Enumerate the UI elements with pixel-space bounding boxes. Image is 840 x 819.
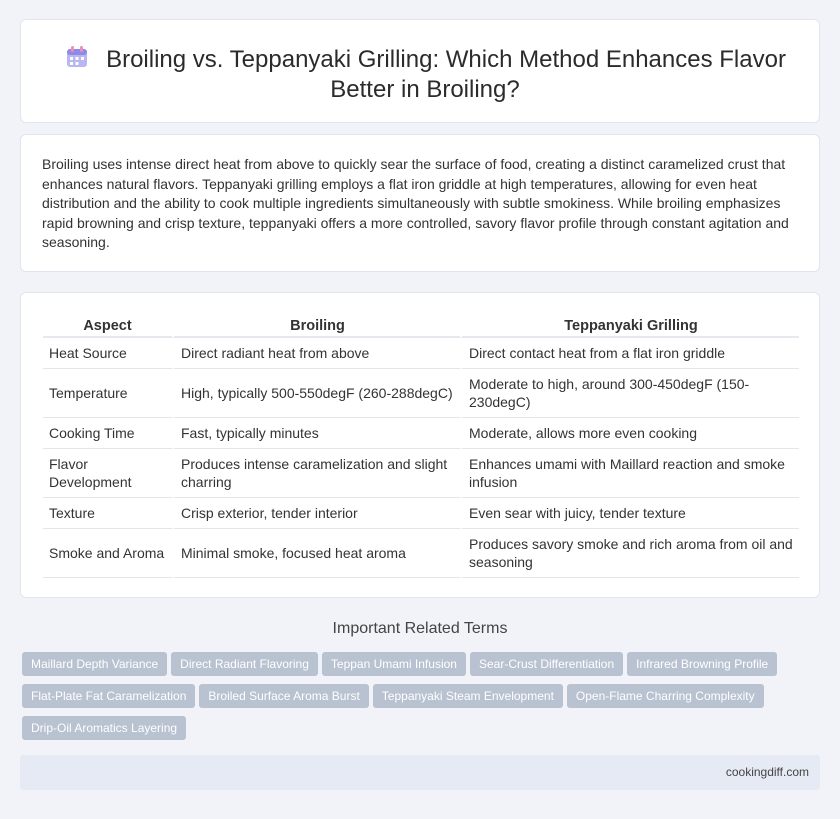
- teppanyaki-cell: Produces savory smoke and rich aroma from oil and seasoning: [460, 529, 799, 578]
- aspect-cell: Texture: [43, 498, 172, 529]
- broiling-cell: Direct radiant heat from above: [172, 338, 460, 369]
- header-aspect: Aspect: [43, 315, 172, 338]
- broiling-cell: Minimal smoke, focused heat aroma: [172, 529, 460, 578]
- table-header-row: [43, 315, 799, 338]
- intro-paragraph: Broiling uses intense direct heat from above to quickly sear the surface of food, creating a distinct caramelized crust that enhances natural flavors. Teppanyaki grilling employs a flat iron griddle at high temperatures, allowing for even heat distribution and the ability to cook multiple ingredients simultaneously with subtle smokiness. While broiling emphasizes rapid browning and crisp texture, teppanyaki offers a more controlled, savory flavor profile through constant agitation and seasoning.: [42, 156, 789, 251]
- teppanyaki-cell: Direct contact heat from a flat iron griddle: [460, 338, 799, 369]
- aspect-cell: Cooking Time: [43, 418, 172, 449]
- comparison-card: [20, 292, 820, 598]
- term-tag[interactable]: Flat-Plate Fat Caramelization: [22, 684, 195, 708]
- teppanyaki-cell: Even sear with juicy, tender texture: [460, 498, 799, 529]
- table-row: [43, 498, 799, 529]
- aspect-cell: Temperature: [43, 369, 172, 418]
- table-row: [43, 449, 799, 498]
- title-text: Broiling vs. Teppanyaki Grilling: Which Method Enhances Flavor Better in Broiling?: [106, 46, 786, 103]
- related-terms-title: Important Related Terms: [332, 620, 508, 637]
- table-row: [43, 418, 799, 449]
- term-tag[interactable]: Drip-Oil Aromatics Layering: [22, 716, 186, 740]
- aspect-cell: Heat Source: [43, 338, 172, 369]
- table-row: [43, 338, 799, 369]
- aspect-cell: Flavor Development: [43, 449, 172, 498]
- broiling-cell: Fast, typically minutes: [172, 418, 460, 449]
- teppanyaki-cell: Moderate to high, around 300-450degF (150-230degC): [460, 369, 799, 418]
- term-tag[interactable]: Infrared Browning Profile: [627, 652, 777, 676]
- aspect-cell: Smoke and Aroma: [43, 529, 172, 578]
- related-terms-list: [22, 652, 822, 748]
- broiling-cell: High, typically 500-550degF (260-288degC): [172, 369, 460, 418]
- page-title: [61, 44, 789, 105]
- header-broiling: Broiling: [172, 315, 460, 338]
- term-tag[interactable]: Sear-Crust Differentiation: [470, 652, 623, 676]
- comparison-table: [43, 315, 799, 578]
- term-tag[interactable]: Teppanyaki Steam Envelopment: [373, 684, 563, 708]
- header-card: [20, 19, 820, 123]
- term-tag[interactable]: Teppan Umami Infusion: [322, 652, 466, 676]
- term-tag[interactable]: Open-Flame Charring Complexity: [567, 684, 764, 708]
- intro-card: [20, 134, 820, 272]
- header-teppanyaki: Teppanyaki Grilling: [460, 315, 799, 338]
- term-tag[interactable]: Direct Radiant Flavoring: [171, 652, 318, 676]
- teppanyaki-cell: Enhances umami with Maillard reaction and smoke infusion: [460, 449, 799, 498]
- site-link[interactable]: cookingdiff.com: [725, 765, 809, 779]
- calendar-icon: [64, 44, 90, 70]
- teppanyaki-cell: Moderate, allows more even cooking: [460, 418, 799, 449]
- table-row: [43, 529, 799, 578]
- table-row: [43, 369, 799, 418]
- footer: [20, 755, 820, 790]
- term-tag[interactable]: Maillard Depth Variance: [22, 652, 167, 676]
- broiling-cell: Produces intense caramelization and slight charring: [172, 449, 460, 498]
- term-tag[interactable]: Broiled Surface Aroma Burst: [199, 684, 368, 708]
- broiling-cell: Crisp exterior, tender interior: [172, 498, 460, 529]
